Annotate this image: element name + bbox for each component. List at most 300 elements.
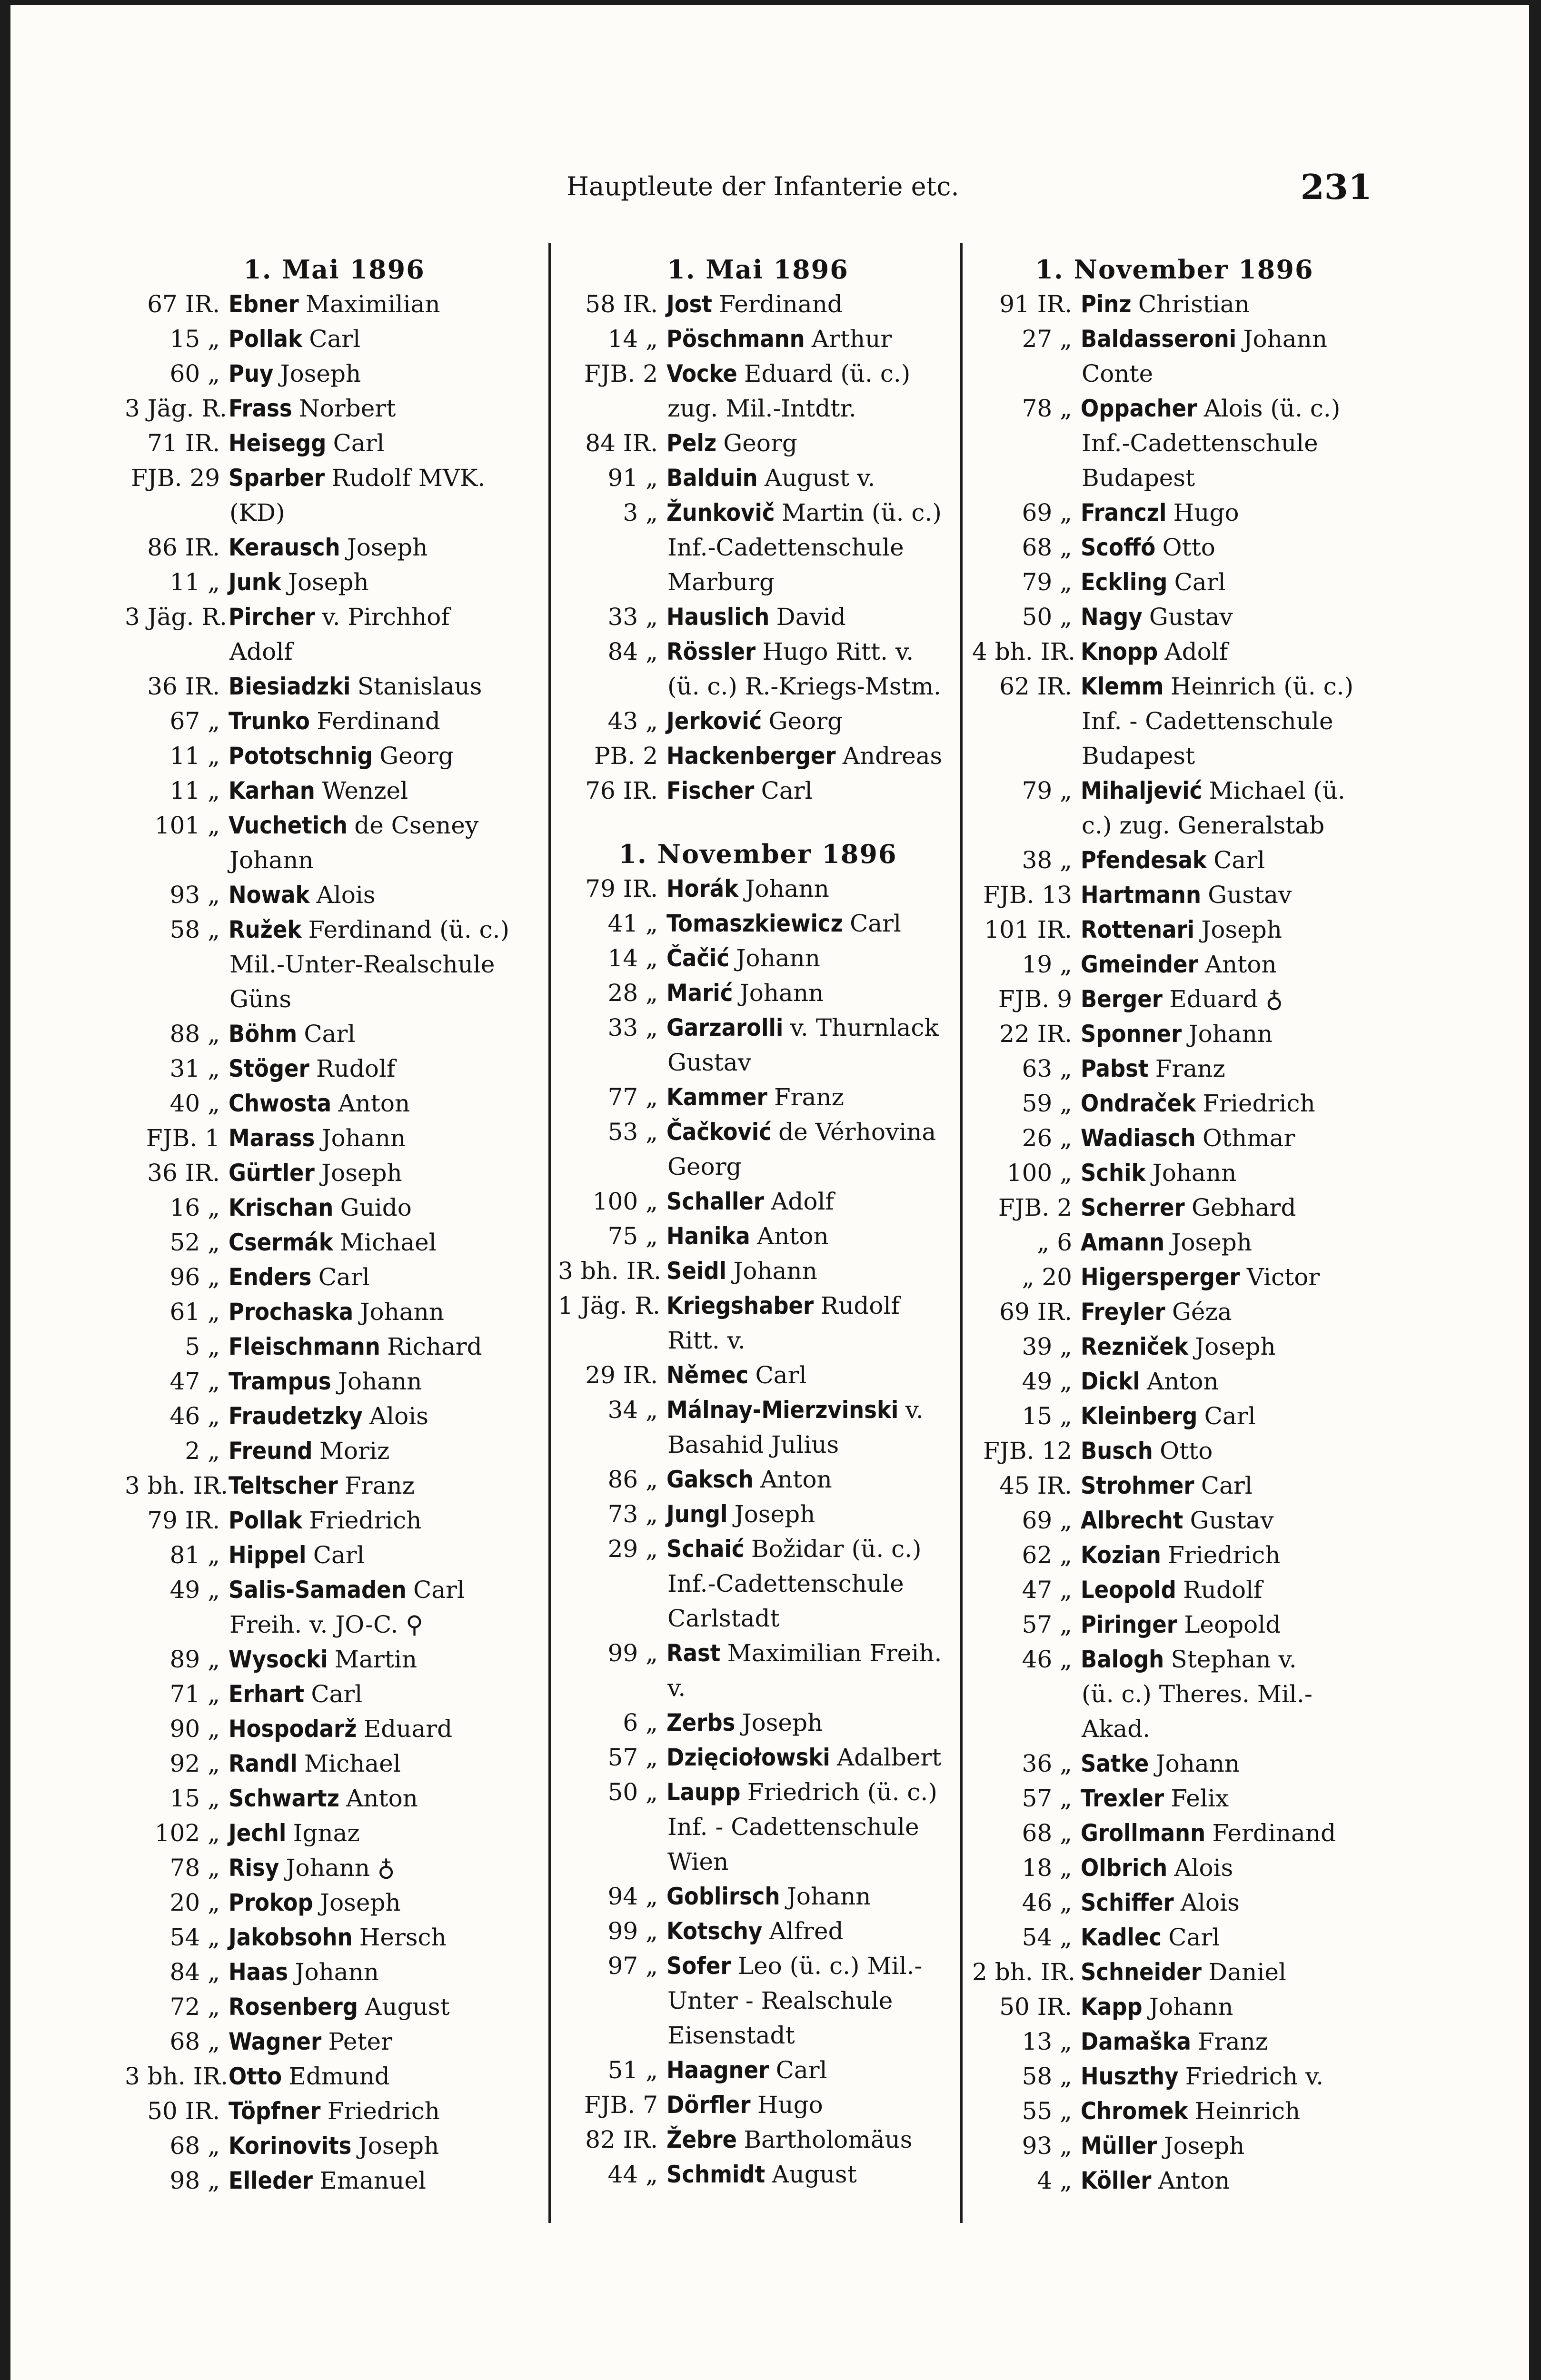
list-item xyxy=(125,1677,544,1712)
surname: Sponner xyxy=(1081,1020,1182,1048)
unit-label: 68 „ xyxy=(169,2132,220,2160)
list-item-continuation xyxy=(558,1983,958,2018)
officer-name xyxy=(1072,982,1377,1017)
column-rule-right xyxy=(960,243,963,2223)
list-item xyxy=(972,496,1377,530)
list-item xyxy=(125,774,544,808)
given-name: Alois xyxy=(1180,1889,1240,1916)
surname: Pabst xyxy=(1081,1055,1149,1082)
unit-label: 69 „ xyxy=(1022,499,1072,526)
unit-label: 63 „ xyxy=(1022,1055,1072,1082)
surname: Žebre xyxy=(666,2126,737,2153)
unit-label: FJB. 2 xyxy=(998,1194,1072,1221)
continuation-text: v. xyxy=(667,1674,686,1702)
given-name: Joseph xyxy=(280,360,361,387)
unit-label: 60 „ xyxy=(169,360,220,387)
surname: Busch xyxy=(1081,1437,1153,1465)
given-name: Ferdinand xyxy=(1212,1819,1336,1847)
unit-label: 50 IR. xyxy=(999,1993,1072,2021)
surname: Marić xyxy=(666,979,733,1007)
list-item xyxy=(972,1156,1377,1190)
list-item xyxy=(972,1086,1377,1121)
officer-name xyxy=(658,739,958,774)
surname: Prokop xyxy=(229,1889,313,1916)
list-item xyxy=(972,530,1377,565)
surname: Schiffer xyxy=(1081,1889,1174,1916)
list-item-continuation xyxy=(972,1712,1377,1746)
list-item xyxy=(125,461,544,496)
list-item xyxy=(125,1399,544,1434)
given-name: August xyxy=(365,1993,450,2021)
given-name: Peter xyxy=(328,2028,393,2055)
given-name: Anton xyxy=(760,1466,832,1493)
list-item xyxy=(972,1642,1377,1677)
unit-label: 78 „ xyxy=(1022,395,1072,422)
unit-label: 84 „ xyxy=(169,1958,220,1986)
officer-name xyxy=(220,2163,544,2198)
given-name: Carl xyxy=(1201,1472,1253,1499)
officer-name xyxy=(658,496,958,530)
surname: Wysocki xyxy=(229,1646,328,1673)
given-name: Johann xyxy=(360,1298,444,1326)
surname: Rast xyxy=(666,1639,721,1667)
officer-name xyxy=(220,1677,544,1712)
officer-name xyxy=(1072,391,1377,426)
list-item xyxy=(972,1329,1377,1364)
surname: Laupp xyxy=(666,1778,741,1806)
indent xyxy=(558,1150,658,1184)
officer-name xyxy=(1072,1260,1377,1295)
unit-label: 36 „ xyxy=(1022,1750,1072,1777)
surname: Köller xyxy=(1081,2167,1152,2194)
list-item-continuation xyxy=(972,704,1377,739)
given-name: Božidar (ü. c.) xyxy=(751,1535,922,1563)
list-item xyxy=(558,496,958,530)
list-item xyxy=(558,739,958,774)
surname: Piringer xyxy=(1081,1611,1177,1638)
list-item xyxy=(125,1260,544,1295)
list-item xyxy=(558,2122,958,2157)
unit-label: 31 „ xyxy=(169,1055,220,1082)
officer-name xyxy=(220,1781,544,1816)
list-item xyxy=(558,600,958,635)
column-2 xyxy=(558,252,958,2192)
list-item xyxy=(558,1393,958,1428)
officer-name xyxy=(220,1538,544,1573)
officer-name xyxy=(1072,1225,1377,1260)
officer-name xyxy=(220,1642,544,1677)
given-name: Franz xyxy=(774,1083,844,1111)
unit-label: 15 „ xyxy=(169,1785,220,1812)
unit-label: 91 IR. xyxy=(999,290,1072,318)
list-item xyxy=(558,1011,958,1045)
officer-name xyxy=(658,600,958,635)
surname: Dickl xyxy=(1081,1368,1140,1395)
unit-label: 33 „ xyxy=(607,1014,658,1041)
given-name: Joseph xyxy=(1163,2132,1245,2160)
indent xyxy=(125,843,220,878)
surname: Čačković xyxy=(666,1118,772,1146)
surname: Hackenberger xyxy=(666,742,836,770)
unit-label: 34 „ xyxy=(607,1396,658,1424)
unit-label: 45 IR. xyxy=(999,1472,1072,1499)
given-name: Johann xyxy=(1155,1750,1240,1777)
continuation-text: (KD) xyxy=(229,499,285,526)
surname: Schaller xyxy=(666,1188,764,1215)
given-name: Carl xyxy=(1213,846,1265,874)
unit-label: 36 IR. xyxy=(147,673,220,700)
officer-name xyxy=(220,565,544,600)
surname: Krischan xyxy=(229,1194,334,1221)
officer-name xyxy=(658,774,958,808)
list-item xyxy=(972,2129,1377,2163)
continuation-text: zug. Mil.-Intdtr. xyxy=(667,395,856,422)
list-item xyxy=(125,1573,544,1607)
surname: Haas xyxy=(229,1958,288,1986)
given-name: Carl xyxy=(309,325,361,353)
surname: Salis-Samaden xyxy=(229,1576,407,1604)
unit-label: 57 „ xyxy=(1022,1785,1072,1812)
unit-label: FJB. 1 xyxy=(146,1124,220,1152)
surname: Huszthy xyxy=(1081,2063,1179,2090)
indent xyxy=(558,1045,658,1080)
column-1 xyxy=(125,252,544,2198)
surname: Olbrich xyxy=(1081,1854,1168,1882)
list-item xyxy=(558,1706,958,1740)
list-item xyxy=(972,2094,1377,2129)
officer-name xyxy=(220,1885,544,1920)
officer-name xyxy=(220,1920,544,1955)
list-item-continuation xyxy=(972,426,1377,461)
officer-name xyxy=(1072,1573,1377,1607)
officer-name xyxy=(1072,1885,1377,1920)
list-item xyxy=(125,1851,544,1885)
officer-name xyxy=(1072,1295,1377,1329)
officer-name xyxy=(658,941,958,976)
list-item xyxy=(558,1497,958,1532)
surname: Wagner xyxy=(229,2028,322,2055)
officer-name xyxy=(1072,1329,1377,1364)
continuation-text: Budapest xyxy=(1082,742,1195,770)
officer-name xyxy=(658,872,958,906)
unit-label: 51 „ xyxy=(607,2056,658,2084)
list-item xyxy=(558,1219,958,1254)
surname: Hippel xyxy=(229,1541,307,1569)
unit-label: 53 „ xyxy=(607,1118,658,1146)
list-item-continuation xyxy=(558,1323,958,1358)
given-name: Carl xyxy=(775,2056,827,2084)
given-name: Eduard xyxy=(363,1715,453,1743)
unit-label: 76 IR. xyxy=(585,777,658,804)
list-item xyxy=(972,1434,1377,1468)
given-name: Ferdinand (ü. c.) xyxy=(308,916,510,943)
officer-name xyxy=(658,426,958,461)
officer-name xyxy=(658,1219,958,1254)
list-item xyxy=(972,391,1377,426)
list-item xyxy=(125,2163,544,2198)
officer-name xyxy=(658,2122,958,2157)
given-name: Arthur xyxy=(811,325,892,353)
surname: Dzięciołowski xyxy=(666,1744,830,1771)
officer-name xyxy=(1072,322,1377,357)
surname: Ružek xyxy=(229,916,302,943)
surname: Korinovits xyxy=(229,2132,352,2160)
unit-label: 3 bh. IR. xyxy=(125,2063,228,2090)
list-item xyxy=(125,1538,544,1573)
given-name: Johann ♁ xyxy=(286,1854,395,1882)
list-item xyxy=(558,2157,958,2192)
list-item xyxy=(972,1468,1377,1503)
list-item xyxy=(558,872,958,906)
continuation-text: Basahid Julius xyxy=(667,1431,839,1458)
surname: Junk xyxy=(229,568,281,596)
given-name: Johann xyxy=(321,1124,406,1152)
surname: Pollak xyxy=(229,325,302,353)
list-item xyxy=(972,565,1377,600)
surname: Jechl xyxy=(229,1819,287,1847)
unit-label: 26 „ xyxy=(1022,1124,1072,1152)
officer-name xyxy=(1072,878,1377,912)
given-name: Michael xyxy=(304,1750,401,1777)
list-item-continuation xyxy=(558,1671,958,1706)
given-name: Andreas xyxy=(842,742,943,770)
officer-name xyxy=(1072,1955,1377,1990)
list-item xyxy=(972,1190,1377,1225)
given-name: Daniel xyxy=(1208,1958,1286,1986)
surname: Garzarolli xyxy=(666,1014,784,1041)
given-name: Anton xyxy=(756,1222,829,1250)
page-number: 231 xyxy=(1300,167,1372,207)
list-item xyxy=(125,391,544,426)
continuation-text: Budapest xyxy=(1082,464,1195,492)
list-item xyxy=(125,1329,544,1364)
surname: Jakobsohn xyxy=(229,1924,353,1951)
officer-name xyxy=(1072,530,1377,565)
unit-label: FJB. 7 xyxy=(584,2091,658,2119)
officer-name xyxy=(220,1329,544,1364)
list-item xyxy=(558,357,958,391)
given-name: Moriz xyxy=(319,1437,390,1465)
unit-label: 79 IR. xyxy=(147,1507,220,1534)
unit-label: FJB. 13 xyxy=(983,881,1072,909)
unit-label: 40 „ xyxy=(169,1090,220,1117)
column-3 xyxy=(972,252,1377,2198)
surname: Hospodarž xyxy=(229,1715,357,1743)
continuation-text: Güns xyxy=(229,985,292,1013)
unit-label: 82 IR. xyxy=(585,2126,658,2153)
officer-name xyxy=(1072,2163,1377,2198)
list-item-continuation xyxy=(558,391,958,426)
given-name: Anton xyxy=(1147,1368,1219,1395)
list-item-continuation xyxy=(972,739,1377,774)
officer-name xyxy=(658,1706,958,1740)
surname: Prochaska xyxy=(229,1298,354,1326)
list-item xyxy=(972,1017,1377,1051)
surname: Hauslich xyxy=(666,603,770,631)
unit-label: 13 „ xyxy=(1022,2028,1072,2055)
surname: Kleinberg xyxy=(1081,1402,1198,1430)
unit-label: 46 „ xyxy=(1022,1889,1072,1916)
given-name: Carl xyxy=(333,429,385,457)
continuation-text: Akad. xyxy=(1082,1715,1151,1743)
unit-label: 18 „ xyxy=(1022,1854,1072,1882)
unit-label: 29 „ xyxy=(607,1535,658,1563)
given-name: Carl xyxy=(850,910,902,937)
unit-label: 5 „ xyxy=(185,1333,220,1360)
officer-name xyxy=(1072,1086,1377,1121)
surname: Scherrer xyxy=(1081,1194,1185,1221)
list-item xyxy=(558,426,958,461)
indent xyxy=(972,426,1072,461)
given-name: Carl xyxy=(1168,1924,1220,1951)
officer-name xyxy=(1072,1990,1377,2024)
surname: Baldasseroni xyxy=(1081,325,1237,353)
list-item-continuation xyxy=(125,947,544,982)
indent xyxy=(558,1567,658,1601)
list-item xyxy=(125,1051,544,1086)
surname: Grollmann xyxy=(1081,1819,1206,1847)
list-item xyxy=(558,1254,958,1289)
continuation-text: Inf.-Cadettenschule xyxy=(1082,429,1318,457)
surname: Vuchetich xyxy=(229,812,348,839)
list-item xyxy=(558,287,958,322)
unit-label: 3 Jäg. R. xyxy=(125,395,227,422)
surname: Chromek xyxy=(1081,2097,1188,2125)
unit-label: 41 „ xyxy=(607,910,658,937)
given-name: Emanuel xyxy=(319,2167,426,2194)
list-item xyxy=(125,878,544,912)
given-name: Georg xyxy=(768,707,843,735)
indent xyxy=(972,1677,1072,1712)
officer-name xyxy=(1072,1781,1377,1816)
unit-label: 96 „ xyxy=(169,1263,220,1291)
list-item xyxy=(558,2053,958,2088)
continuation-text: Marburg xyxy=(667,568,775,596)
unit-label: 79 „ xyxy=(1022,568,1072,596)
unit-label: 14 „ xyxy=(607,325,658,353)
list-item-continuation xyxy=(972,461,1377,496)
given-name: Friedrich xyxy=(1168,1541,1281,1569)
surname: Nowak xyxy=(229,881,310,909)
unit-label: 84 „ xyxy=(607,638,658,665)
list-item xyxy=(972,2163,1377,2198)
given-name: Géza xyxy=(1172,1298,1232,1326)
officer-name xyxy=(220,1990,544,2024)
officer-name xyxy=(220,1955,544,1990)
indent xyxy=(558,1844,658,1879)
unit-label: 38 „ xyxy=(1022,846,1072,874)
given-name: Joseph xyxy=(1171,1229,1253,1256)
unit-label: 50 „ xyxy=(1022,603,1072,631)
list-item-continuation xyxy=(558,1810,958,1844)
unit-label: 72 „ xyxy=(169,1993,220,2021)
surname: Pfendesak xyxy=(1081,846,1207,874)
surname: Němec xyxy=(666,1361,749,1389)
column-rule-left xyxy=(548,243,551,2223)
unit-label: 88 „ xyxy=(169,1020,220,1048)
unit-label: 47 „ xyxy=(169,1368,220,1395)
unit-label: 6 „ xyxy=(623,1709,658,1736)
list-item xyxy=(972,1607,1377,1642)
surname: Franczl xyxy=(1081,499,1167,526)
indent xyxy=(125,947,220,982)
given-name: Ferdinand xyxy=(317,707,440,735)
officer-name xyxy=(658,1462,958,1497)
list-item-continuation xyxy=(558,530,958,565)
surname: Vocke xyxy=(666,360,737,387)
surname: Fleischmann xyxy=(229,1333,380,1360)
list-item xyxy=(558,322,958,357)
unit-label: 33 „ xyxy=(607,603,658,631)
officer-name xyxy=(1072,1816,1377,1851)
list-item xyxy=(125,1746,544,1781)
surname: Rezniček xyxy=(1081,1333,1188,1360)
surname: Otto xyxy=(229,2063,282,2090)
given-name: Edmund xyxy=(288,2063,390,2090)
surname: Trexler xyxy=(1081,1785,1164,1812)
unit-label: 50 IR. xyxy=(147,2097,220,2125)
surname: Gmeinder xyxy=(1081,951,1198,978)
officer-name xyxy=(1072,774,1377,808)
list-item xyxy=(125,357,544,391)
given-name: v. Pirchhof xyxy=(322,603,450,631)
officer-name xyxy=(658,1740,958,1775)
unit-label: 46 „ xyxy=(169,1402,220,1430)
list-item xyxy=(558,1115,958,1150)
list-item xyxy=(125,912,544,947)
officer-name xyxy=(220,1746,544,1781)
list-item xyxy=(558,941,958,976)
surname: Ebner xyxy=(229,290,299,318)
officer-name xyxy=(1072,1364,1377,1399)
surname: Schik xyxy=(1081,1159,1146,1187)
list-item xyxy=(558,635,958,669)
unit-label: 93 „ xyxy=(169,881,220,909)
list-item xyxy=(972,1816,1377,1851)
surname: Seidl xyxy=(666,1257,726,1285)
list-item xyxy=(558,976,958,1011)
unit-label: 73 „ xyxy=(607,1500,658,1528)
list-item xyxy=(558,906,958,941)
list-item xyxy=(125,1990,544,2024)
officer-name xyxy=(1072,2129,1377,2163)
continuation-text: c.) zug. Generalstab xyxy=(1082,812,1325,839)
list-item xyxy=(972,1399,1377,1434)
given-name: Johann xyxy=(1243,325,1328,353)
surname: Tomaszkiewicz xyxy=(666,910,843,937)
list-item xyxy=(972,1781,1377,1816)
officer-name xyxy=(658,1254,958,1289)
officer-name xyxy=(658,2088,958,2122)
unit-label: 71 „ xyxy=(169,1680,220,1708)
list-item-continuation xyxy=(558,1567,958,1601)
officer-name xyxy=(1072,669,1377,704)
given-name: Alois xyxy=(369,1402,428,1430)
list-item xyxy=(125,426,544,461)
list-item xyxy=(972,947,1377,982)
given-name: Anton xyxy=(1204,951,1277,978)
list-item xyxy=(972,1295,1377,1329)
given-name: Gustav xyxy=(1208,881,1292,909)
given-name: Alfred xyxy=(769,1917,844,1945)
section-heading: 1. Mai 1896 xyxy=(667,254,849,285)
surname: Müller xyxy=(1081,2132,1157,2160)
continuation-text: Wien xyxy=(667,1848,729,1875)
officer-name xyxy=(220,878,544,912)
officer-name xyxy=(1072,1746,1377,1781)
unit-label: 15 „ xyxy=(1022,1402,1072,1430)
surname: Ondraček xyxy=(1081,1090,1196,1117)
